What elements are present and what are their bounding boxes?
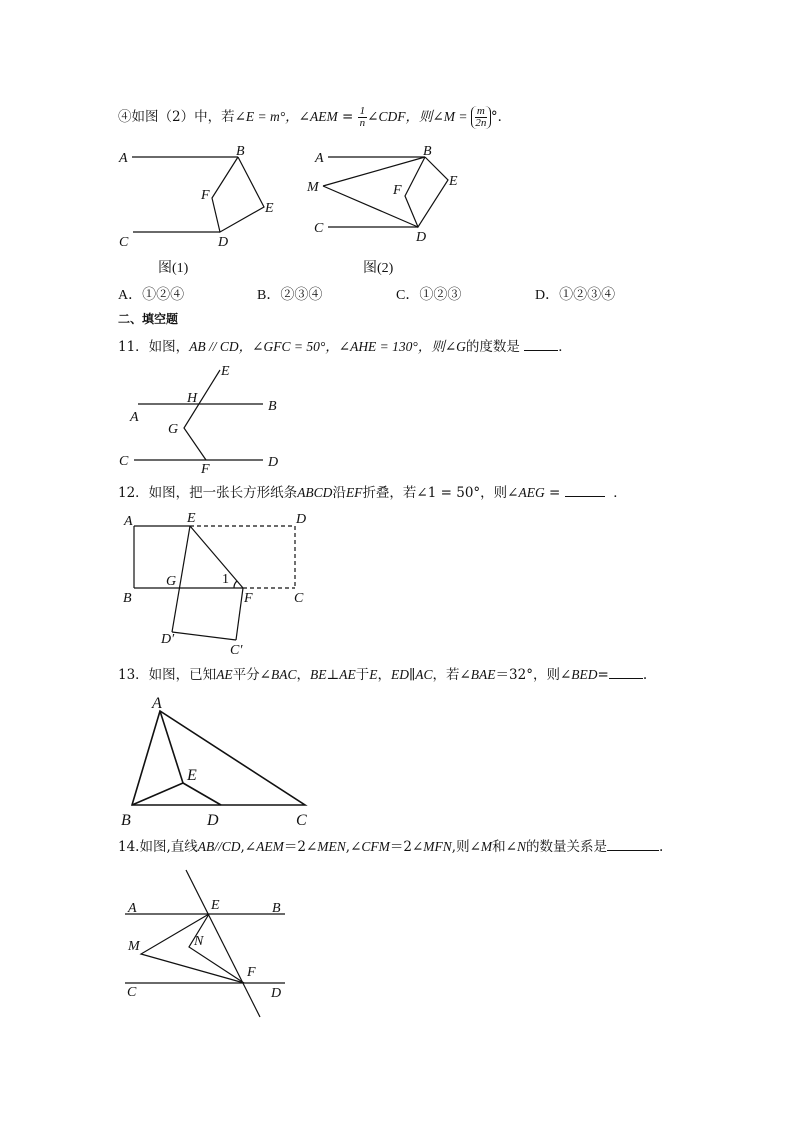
text: = [544,485,565,501]
text: ,∠ [345,839,362,855]
text: . [642,667,648,683]
q13-label-a: A [152,695,162,712]
answer-blank[interactable] [524,338,558,351]
answer-blank[interactable] [607,838,659,851]
option-a: A．①②④ [118,288,185,303]
math: BAE [470,667,496,682]
q12-label-b: B [123,591,132,606]
fig2-label-c: C [314,221,324,236]
fig2-label-m: M [307,180,319,195]
math: EF [345,485,363,500]
q11-label-c: C [119,454,129,469]
fig2-label-e: E [449,174,458,189]
q13-figure [132,711,305,805]
q14-label-c: C [127,985,137,1000]
option-d: D．①②③④ [535,288,616,303]
text: ． [558,339,572,355]
text: ∥ [408,667,416,683]
text: °． [490,109,512,125]
math: AB // CD，∠GFC = 50°，∠AHE = 130°，则∠G [189,339,466,354]
text: 的数量关系是 [525,839,607,855]
math: AE [339,667,356,682]
text: ＝2∠ [283,839,318,855]
math: AEM [256,839,284,854]
q11-label-e: E [221,364,230,379]
text: 13．如图，已知 [118,667,217,683]
q13-label-d: D [207,812,219,829]
q13-label-e: E [187,767,197,784]
fig2-label-a: A [315,151,324,166]
text: ， [377,667,391,683]
figure-2 [323,157,448,227]
q12-statement [118,484,627,502]
fig2-label-b: B [423,144,432,159]
frac-num: m [476,105,485,117]
math: MFN [423,839,452,854]
text: 沿 [332,485,346,501]
q12-label-g: G [166,574,177,589]
q11-label-f: F [201,462,210,477]
q14-label-f: F [247,965,256,980]
q14-figure [125,870,285,1017]
text: 折叠，若∠1 = 50°，则∠ [362,485,519,501]
q12-label-d: D [296,512,307,527]
text: 14.如图,直线 [118,839,198,855]
text: 的度数是 [465,339,520,355]
math: BAC [271,667,297,682]
q12-label-1: 1 [222,572,229,587]
math: MEN [317,839,346,854]
section-heading: 二、填空题 [118,312,179,326]
text: = [597,667,609,683]
q14-statement [118,838,663,856]
q13-label-c: C [296,812,307,829]
text: 11．如图， [118,339,190,355]
figure-1 [132,157,264,232]
fig2-label-f: F [393,183,402,198]
q11-label-b: B [268,399,277,414]
option-c: C．①②③ [396,288,462,303]
q14-label-d: D [271,986,282,1001]
math: M [480,839,493,854]
text: = [337,109,358,125]
text: ． [613,485,627,501]
q14-label-e: E [211,898,220,913]
text: ＝2∠ [389,839,424,855]
math: AB//CD [197,839,241,854]
q11-label-a: A [130,410,139,425]
math: BE [310,667,327,682]
q11-statement [118,338,572,356]
fig1-label-a: A [119,151,128,166]
fig1-label-b: B [236,144,245,159]
fig1-label-e: E [265,201,274,216]
fig1-label-d: D [218,235,229,250]
text: ,∠ [240,839,257,855]
math: BED [571,667,598,682]
math: AE [216,667,233,682]
q12-label-a: A [124,514,133,529]
text: ,则∠ [451,839,481,855]
fig1-caption: 图(1) [158,261,189,276]
q12-label-cprime: C′ [230,643,243,658]
answer-blank[interactable] [609,666,643,679]
math: ABCD [297,485,333,500]
q12-label-dprime: D′ [161,632,175,647]
text: ④如图（2）中，若∠ [118,109,246,125]
text: 12．如图，把一张长方形纸条 [118,485,298,501]
frac-num: 1 [359,105,366,117]
text: ， [296,667,310,683]
text: ，若∠ [432,667,471,683]
q12-figure [134,526,295,640]
text: 于 [355,667,370,683]
math: E [369,667,378,682]
fig2-caption: 图(2) [363,261,394,276]
q13-label-b: B [121,812,131,829]
q14-label-a: A [128,901,137,916]
math: ED [390,667,409,682]
math: N [516,839,526,854]
text: . [658,839,664,855]
q14-label-n: N [194,934,204,949]
math: AEM [309,109,338,124]
q11-label-d: D [268,455,279,470]
math: CFM [361,839,390,854]
math: ∠CDF，则∠M = [367,109,471,124]
text: ⊥ [326,667,340,683]
fig1-label-f: F [201,188,210,203]
q14-label-m: M [128,939,140,954]
math: AC [415,667,433,682]
q11-label-g: G [168,422,179,437]
text: 平分∠ [232,667,271,683]
fig1-label-c: C [119,235,129,250]
option-b: B．②③④ [257,288,323,303]
text: ＝32°，则∠ [495,667,572,683]
q12-label-e: E [187,511,196,526]
frac-den: n [359,117,366,129]
q11-label-h: H [187,391,198,406]
frac-den: 2n [475,117,487,129]
q11-figure [134,370,263,460]
q12-label-f: F [244,591,253,606]
math: = m°，∠ [254,109,310,124]
q13-statement [118,666,647,684]
math: AEG [518,485,545,500]
fig2-label-d: D [416,230,427,245]
math: E [245,109,255,124]
answer-blank[interactable] [565,484,605,497]
q12-label-c: C [294,591,304,606]
q14-label-b: B [272,901,281,916]
text: 和∠ [492,839,517,855]
